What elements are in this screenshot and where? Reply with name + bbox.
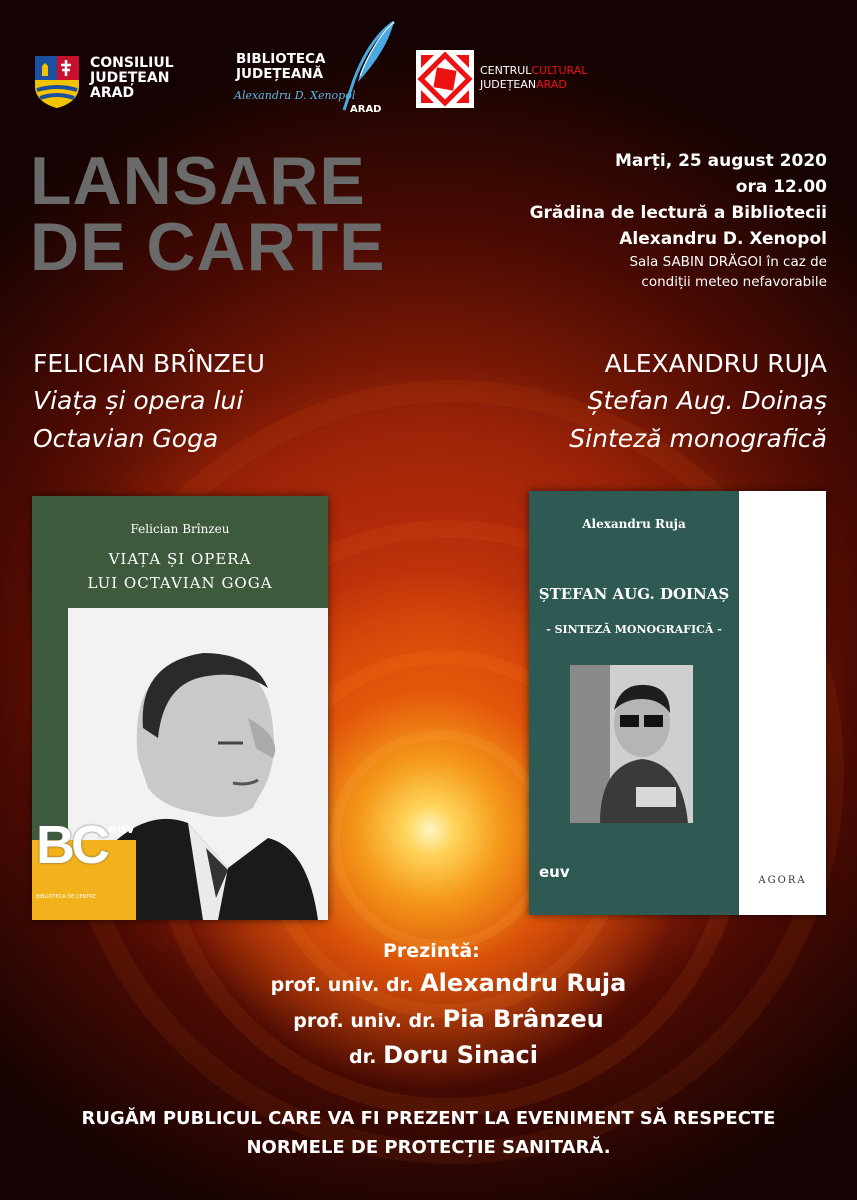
right-book-heading bbox=[569, 346, 827, 458]
event-alt-2: condiții meteo nefavorabile bbox=[641, 274, 827, 290]
right-cover-photo bbox=[570, 665, 693, 823]
event-place-2: Alexandru D. Xenopol bbox=[619, 229, 827, 249]
right-author: ALEXANDRU RUJA bbox=[604, 349, 827, 378]
left-cover-badge bbox=[32, 814, 136, 920]
council-line-3: ARAD bbox=[90, 85, 135, 101]
council-crest-icon bbox=[32, 50, 82, 110]
presenters-label: Prezintă: bbox=[383, 940, 480, 962]
right-title-2: Sinteză monografică bbox=[569, 424, 827, 453]
badge-letters: BC bbox=[36, 815, 106, 875]
cultural-center-part-1: CENTRUL bbox=[480, 64, 532, 77]
cultural-center-part-3: JUDEȚEAN bbox=[480, 78, 537, 91]
left-title-1: Viața și opera lui bbox=[33, 386, 244, 415]
left-book-cover bbox=[32, 496, 328, 920]
cultural-center-emblem-icon bbox=[416, 50, 474, 108]
presenters-list bbox=[0, 966, 857, 1074]
council-line-2: JUDEȚEAN bbox=[90, 70, 170, 86]
presenter-3 bbox=[30, 1038, 857, 1074]
council-logo bbox=[32, 50, 207, 110]
title-line-1: LANSARE bbox=[30, 143, 366, 219]
badge-publisher: euv bbox=[108, 822, 135, 837]
left-cover-author: Felician Brînzeu bbox=[130, 522, 230, 536]
cultural-center-logo bbox=[416, 50, 616, 112]
right-cover-title-1: ȘTEFAN AUG. DOINAȘ bbox=[538, 585, 730, 603]
presenter-1-name: Alexandru Ruja bbox=[420, 969, 627, 997]
library-logo bbox=[232, 18, 402, 118]
presenter-1-prefix: prof. univ. dr. bbox=[270, 974, 414, 996]
event-info bbox=[497, 148, 827, 292]
event-date: Marți, 25 august 2020 bbox=[614, 151, 827, 171]
cultural-center-part-2: CULTURAL bbox=[531, 64, 588, 77]
right-cover-publisher: euv bbox=[539, 863, 570, 881]
event-alt-1: Sala SABIN DRĂGOI în caz de bbox=[629, 254, 827, 270]
left-cover-title-1: VIAȚA ȘI OPERA bbox=[108, 550, 252, 568]
left-book-heading bbox=[33, 346, 265, 458]
left-author: FELICIAN BRÎNZEU bbox=[33, 349, 265, 378]
library-city: ARAD bbox=[350, 104, 382, 115]
presenter-2-name: Pia Brânzeu bbox=[442, 1005, 604, 1033]
notice-line-1: RUGĂM PUBLICUL CARE VA FI PREZENT LA EVENIMENT SĂ RESPECTE bbox=[81, 1108, 776, 1129]
sanitary-notice bbox=[0, 1104, 857, 1162]
right-cover-author: Alexandru Ruja bbox=[582, 517, 686, 531]
page-title bbox=[30, 143, 386, 285]
right-cover-imprint: AGORA bbox=[758, 875, 807, 886]
council-line-1: CONSILIUL bbox=[90, 55, 174, 71]
right-cover-title-2: - SINTEZĂ MONOGRAFICĂ - bbox=[546, 623, 722, 636]
presenter-2-prefix: prof. univ. dr. bbox=[293, 1010, 437, 1032]
library-line-1: BIBLIOTECA bbox=[236, 51, 326, 67]
left-cover-title-2: LUI OCTAVIAN GOGA bbox=[87, 574, 273, 592]
notice-line-2: NORMELE DE PROTECȚIE SANITARĂ. bbox=[246, 1137, 611, 1158]
event-time: ora 12.00 bbox=[735, 177, 827, 197]
presenter-3-name: Doru Sinaci bbox=[383, 1041, 539, 1069]
presenter-1 bbox=[40, 966, 857, 1002]
presenter-3-prefix: dr. bbox=[348, 1046, 377, 1068]
cultural-center-part-4: ARAD bbox=[536, 78, 567, 91]
right-title-1: Ștefan Aug. Doinaș bbox=[587, 386, 827, 415]
library-line-2: JUDEȚEANĂ bbox=[236, 66, 324, 82]
library-script-name: Alexandru D. Xenopol bbox=[234, 89, 356, 102]
event-place-1: Grădina de lectură a Bibliotecii bbox=[529, 203, 827, 223]
portrait-stefan-doinas-icon bbox=[570, 665, 693, 823]
title-line-2: DE CARTE bbox=[30, 209, 386, 285]
left-title-2: Octavian Goga bbox=[33, 424, 219, 453]
presenter-2 bbox=[40, 1002, 857, 1038]
right-book-cover bbox=[529, 491, 826, 915]
badge-small-text: BIBLIOTECA DE CENTRE bbox=[36, 894, 96, 900]
